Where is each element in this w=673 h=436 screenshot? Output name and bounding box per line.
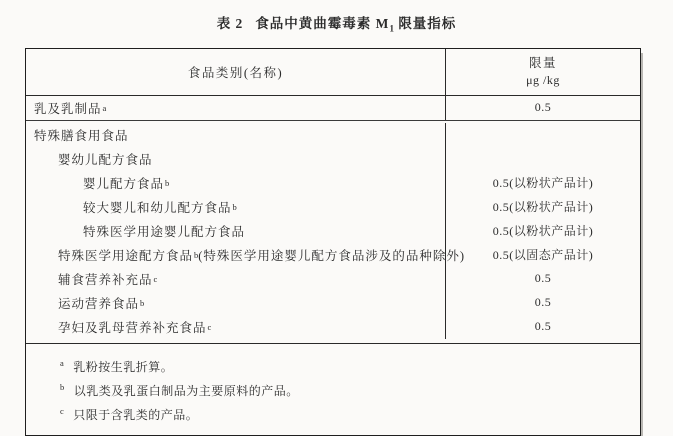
table-row bbox=[26, 123, 640, 147]
table-header-row bbox=[26, 49, 640, 96]
footnote-marker: c bbox=[153, 273, 158, 284]
food-category-cell: 较大婴儿和幼儿配方食品 b bbox=[26, 195, 446, 219]
table-number: 表 2 bbox=[216, 16, 244, 31]
table-row bbox=[26, 291, 640, 315]
footnote-marker: b bbox=[194, 249, 199, 260]
food-category-cell: 特殊医学用途配方食品 b (特殊医学用途婴儿配方食品涉及的品种除外) bbox=[26, 243, 446, 267]
category-column-header: 食品类别(名称) bbox=[26, 49, 446, 95]
food-category-cell: 乳及乳制品 a bbox=[26, 96, 446, 120]
food-category-cell: 特殊膳食用食品 bbox=[26, 123, 446, 147]
table-row bbox=[26, 96, 640, 121]
limit-value-cell: 0.5 bbox=[534, 295, 552, 309]
limit-value-cell: 0.5(以固态产品计) bbox=[492, 248, 594, 262]
footnote-marker: b bbox=[140, 297, 145, 308]
footnote: $^c$ 只限于含乳类的产品。 bbox=[60, 405, 199, 422]
table-title bbox=[0, 12, 673, 34]
footnote-marker: b bbox=[60, 381, 65, 392]
limit-value-cell: 0.5(以粉状产品计) bbox=[492, 224, 594, 238]
limit-value-cell: 0.5(以粉状产品计) bbox=[492, 200, 594, 214]
table-row bbox=[26, 171, 640, 195]
food-category-cell: 婴幼儿配方食品 bbox=[26, 147, 446, 171]
table-row bbox=[26, 243, 640, 267]
footnotes-section bbox=[26, 343, 640, 435]
table-title-tail: 限量指标 bbox=[398, 16, 457, 31]
limit-value-cell bbox=[446, 147, 640, 171]
food-category-cell: 辅食营养补充品 c bbox=[26, 267, 446, 291]
footnote-marker: c bbox=[60, 405, 65, 416]
milk-products-section bbox=[26, 96, 640, 121]
special-dietary-foods-section bbox=[26, 121, 640, 343]
footnote: $^a$ 乳粉按生乳折算。 bbox=[60, 357, 174, 374]
limit-value-cell bbox=[446, 123, 640, 147]
table-row bbox=[26, 147, 640, 171]
food-category-cell: 婴儿配方食品 b bbox=[26, 171, 446, 195]
table-row bbox=[26, 195, 640, 219]
table-row bbox=[26, 267, 640, 291]
limit-value-cell: 0.5 bbox=[534, 271, 552, 285]
food-category-cell: 运动营养食品 b bbox=[26, 291, 446, 315]
limit-value-cell: 0.5 bbox=[534, 100, 552, 115]
footnote-marker: c bbox=[207, 321, 212, 332]
table-row bbox=[26, 315, 640, 339]
footnote: $^b$ 以乳类及乳蛋白制品为主要原料的产品。 bbox=[60, 381, 299, 398]
footnote-marker: a bbox=[60, 357, 65, 368]
footnote-marker: b bbox=[232, 201, 237, 212]
food-category-cell: 特殊医学用途婴儿配方食品 bbox=[26, 219, 446, 243]
limit-column-header bbox=[446, 49, 640, 95]
subscript-1: 1 bbox=[389, 23, 394, 34]
limit-header-label: 限量 bbox=[528, 56, 557, 70]
food-category-cell: 孕妇及乳母营养补充食品 c bbox=[26, 315, 446, 339]
limit-value-cell: 0.5 bbox=[534, 319, 552, 333]
limits-table bbox=[25, 48, 641, 436]
limit-value-cell: 0.5(以粉状产品计) bbox=[492, 176, 594, 190]
table-row bbox=[26, 219, 640, 243]
table-title-text: 食品中黄曲霉毒素 M bbox=[255, 16, 390, 31]
footnote-marker: a bbox=[102, 102, 107, 113]
limit-unit-label: μg /kg bbox=[526, 73, 560, 87]
footnote-marker: b bbox=[165, 177, 170, 188]
